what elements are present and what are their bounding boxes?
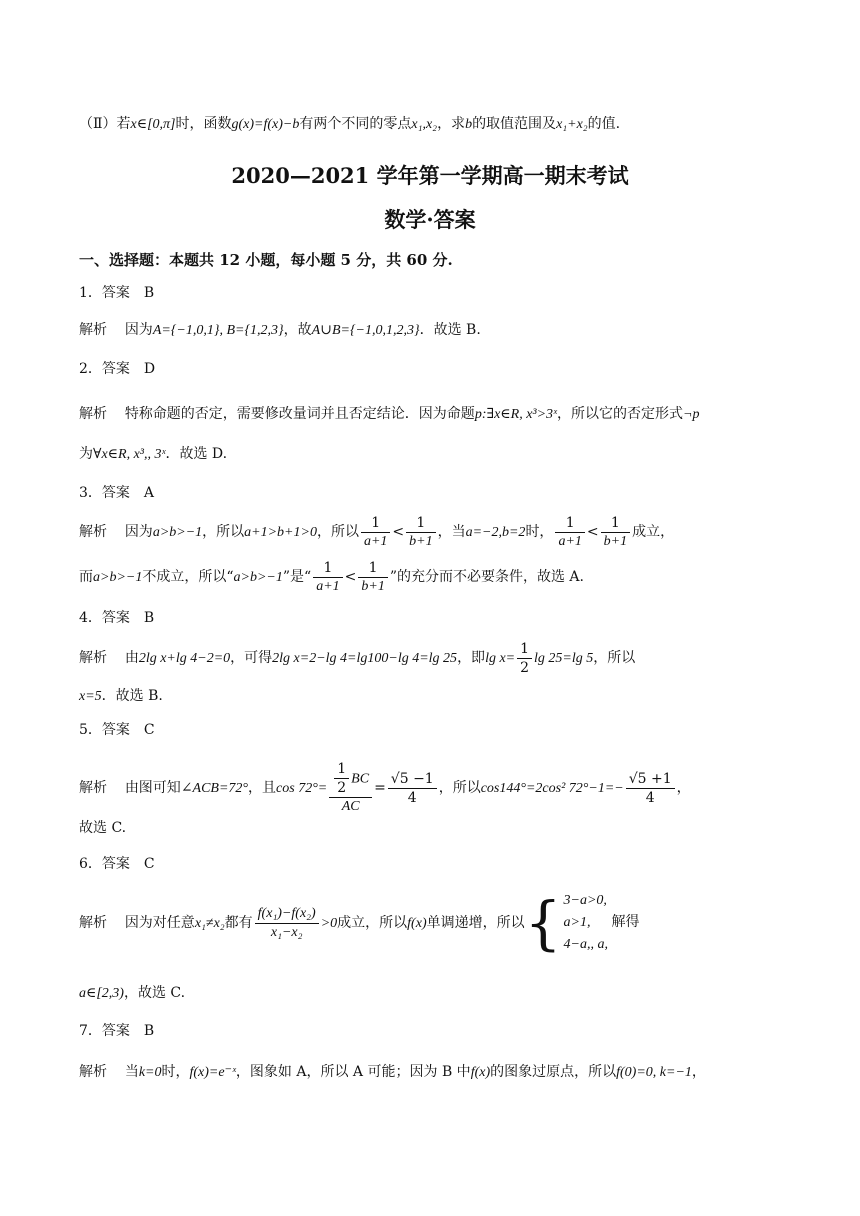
frac-num: 1: [555, 514, 584, 533]
case-line: [564, 912, 640, 934]
answer-head-4: 4．答案 B: [79, 610, 155, 626]
text: ，当: [437, 524, 466, 540]
exam-subtitle: 数学·答案: [384, 207, 476, 232]
frac-den: b+1: [603, 533, 628, 549]
frac-num: √5 −1: [388, 770, 437, 789]
intro-text: 时，函数: [175, 116, 232, 132]
math: lg 25=lg 5: [534, 651, 594, 666]
analysis-6-cont: [79, 983, 800, 1004]
analysis-3-cont: 而a>b>−1不成立，所以“a>b>−1”是“ $\frac{1}{a+1}$ < $\frac{1}{b+1}$ ”的充分而不必要条件，故选 A.: [79, 559, 584, 594]
text: ．故选 B.: [419, 322, 481, 338]
analysis-5: 解析 由图可知∠ACB=72°，且cos 72°= $\frac{1}{2}$ BC AC = $\frac{√5 -1}{4}$ ，所以cos144°=2cos² 72°−1=− $\frac{√5 +1}{4}$ ，: [79, 761, 691, 814]
frac-num: 1: [517, 640, 532, 659]
fraction-root: [388, 770, 437, 807]
math-cond: x∈[0,π]: [130, 117, 176, 132]
text: ，所以: [593, 650, 636, 666]
math: p:∃x∈R, x³>3ˣ: [474, 407, 558, 422]
frac-num: 1: [361, 514, 390, 533]
frac-num: 1: [313, 559, 342, 578]
fraction: [601, 514, 630, 551]
answer-head-3: 3．答案 A: [79, 485, 155, 501]
fraction-slope: [255, 905, 319, 942]
text: ，图象如 A，所以 A 可能；因为 B 中: [235, 1064, 471, 1080]
frac-num: 1: [406, 514, 435, 533]
frac-den: 4: [407, 789, 417, 806]
frac-num: 1: [601, 514, 630, 533]
math: 2lg x+lg 4−2=0: [138, 651, 231, 666]
frac-den: AC: [341, 799, 360, 814]
frac-den: 2: [337, 780, 347, 796]
text: 成立，: [632, 524, 675, 540]
text: 因为: [124, 524, 153, 540]
text: 不成立，所以“: [142, 569, 234, 585]
analysis-label: 解析: [79, 322, 107, 338]
intro-text: ，求: [437, 116, 466, 132]
text: ，且: [248, 780, 277, 796]
frac-den: b+1: [409, 533, 433, 549]
frac-num: √5 +1: [626, 770, 675, 789]
math: cos 72°=: [276, 781, 328, 796]
fraction-root: [626, 770, 675, 807]
text: ，所以它的否定形式: [557, 406, 684, 422]
text: 由图可知: [124, 780, 181, 796]
frac-num: f(x₁)−f(x₂): [255, 905, 319, 924]
analysis-label: 解析: [79, 524, 107, 540]
case-line: 4−a,, a,: [563, 937, 608, 952]
fraction-half: [334, 760, 349, 797]
analysis-2-cont: [79, 444, 800, 465]
text: 成立，所以: [337, 915, 408, 931]
text: ，可得: [230, 650, 273, 666]
analysis-label: 解析: [79, 780, 107, 796]
answer-head-6: 6．答案 C: [79, 856, 155, 872]
answer-head-1: 1．答案 B: [79, 285, 155, 301]
math: lg x=: [485, 651, 516, 666]
text: ，即: [457, 650, 486, 666]
intro-text: 的值.: [587, 116, 621, 132]
text: ”的充分而不必要条件，故选 A.: [389, 569, 584, 585]
math: a>b>−1: [93, 570, 143, 585]
case-system: [564, 890, 640, 956]
text: 而: [79, 569, 93, 585]
frac-den: a+1: [363, 533, 388, 549]
math: a+1>b+1>0: [244, 525, 317, 540]
math: 2lg x=2−lg 4=lg100−lg 4=lg 25: [272, 651, 458, 666]
math: a>b>−1: [152, 525, 203, 540]
frac-den: 2: [520, 659, 530, 676]
text: 解得: [611, 915, 640, 930]
analysis-4-cont: [79, 686, 800, 707]
math: BC: [351, 771, 370, 787]
frac-den: 4: [645, 789, 655, 806]
math: k=0: [138, 1065, 162, 1080]
text: ，所以: [202, 524, 245, 540]
intro-text: 的取值范围及: [472, 116, 557, 132]
math: f(x)=e⁻ˣ: [189, 1065, 236, 1080]
intro-text: 有两个不同的零点: [299, 116, 412, 132]
fraction-bc-ac: [329, 760, 372, 816]
analysis-label: 解析: [79, 650, 107, 666]
fraction: [361, 514, 390, 551]
math: ∠ACB=72°: [180, 781, 249, 796]
case-line: 3−a>0,: [563, 893, 607, 908]
fraction: [406, 514, 435, 551]
text: 单调递增，所以: [426, 915, 525, 931]
text: ，故选 C.: [123, 985, 186, 1001]
part-ii-question: [79, 114, 800, 135]
fraction: [555, 514, 584, 551]
math: ¬p: [683, 407, 700, 422]
frac-num: 1: [334, 760, 349, 779]
math: ∀x∈R, x³,, 3ˣ: [93, 447, 166, 462]
math: x₁≠x₂: [194, 916, 225, 931]
text: ，: [676, 780, 691, 796]
math: cos144°=2cos² 72°−1=−: [480, 781, 624, 796]
text: 因为: [124, 322, 153, 338]
analysis-label: 解析: [79, 406, 107, 422]
text: 时，: [161, 1064, 190, 1080]
analysis-label: 解析: [79, 915, 107, 931]
exam-title: 2020—2021 学年第一学期高一期末考试: [231, 163, 629, 188]
frac-den: a+1: [558, 533, 582, 549]
text: ，故: [283, 322, 312, 338]
math: A∪B={−1,0,1,2,3}: [311, 323, 420, 338]
math: a∈[2,3): [79, 986, 124, 1001]
text: 为: [79, 446, 93, 462]
analysis-7: [79, 1062, 800, 1083]
math-func: g(x)=f(x)−b: [231, 117, 300, 132]
frac-den: a+1: [316, 578, 340, 594]
analysis-1: [79, 320, 800, 341]
part-label: （Ⅱ）若: [79, 116, 131, 132]
math: A={−1,0,1}, B={1,2,3}: [152, 323, 284, 338]
answer-head-2: 2．答案 D: [79, 361, 156, 377]
fraction-half: [517, 640, 532, 677]
text: 时，: [525, 524, 554, 540]
text: ，: [691, 1064, 706, 1080]
math-b: b: [465, 117, 473, 132]
section-heading: 一、选择题：本题共 12 小题，每小题 5 分，共 60 分.: [79, 251, 453, 269]
brace-icon: {: [524, 889, 562, 957]
text: 因为对任意: [124, 915, 195, 931]
fraction: [313, 559, 342, 596]
math-zeros: x₁,x₂: [411, 117, 438, 132]
frac-den: b+1: [361, 578, 385, 594]
text: ．故选 D.: [165, 446, 228, 462]
math: >0: [320, 916, 338, 931]
text: ，所以: [316, 524, 359, 540]
analysis-6: [79, 885, 800, 962]
answer-head-5: 5．答案 C: [79, 722, 155, 738]
text: 由: [124, 650, 139, 666]
text: 的图象过原点，所以: [490, 1064, 617, 1080]
case-text: a>1,: [563, 915, 591, 930]
math: x=5: [79, 689, 102, 704]
frac-den: x₁−x₂: [270, 924, 303, 940]
answer-head-7: 7．答案 B: [79, 1023, 155, 1039]
analysis-5-cont: 故选 C.: [79, 820, 127, 836]
analysis-label: 解析: [79, 1064, 107, 1080]
math: f(x): [470, 1065, 491, 1080]
text: ．故选 B.: [101, 688, 163, 704]
math: f(0)=0, k=−1: [616, 1065, 692, 1080]
text: 当: [124, 1064, 139, 1080]
math: a=−2,b=2: [465, 525, 526, 540]
math: a>b>−1: [233, 570, 283, 585]
analysis-2: [79, 404, 800, 425]
text: 都有: [224, 915, 253, 931]
frac-num: [329, 760, 372, 798]
text: ”是“: [282, 569, 312, 585]
math: f(x): [407, 916, 427, 931]
analysis-4: [79, 638, 800, 679]
math-sum: x₁+x₂: [556, 117, 588, 132]
frac-num: 1: [358, 559, 387, 578]
text: 特称命题的否定，需要修改量词并且否定结论．因为命题: [124, 406, 475, 422]
fraction: [358, 559, 387, 596]
text: ，所以: [438, 780, 481, 796]
analysis-3: 解析 因为a>b>−1，所以a+1>b+1>0，所以 $\frac{1}{a+1}$ < $\frac{1}{b+1}$ ，当a=−2,b=2时， $\frac{1}{a+1}$ < $\frac{1}{b+1}$ 成立，: [79, 514, 675, 549]
